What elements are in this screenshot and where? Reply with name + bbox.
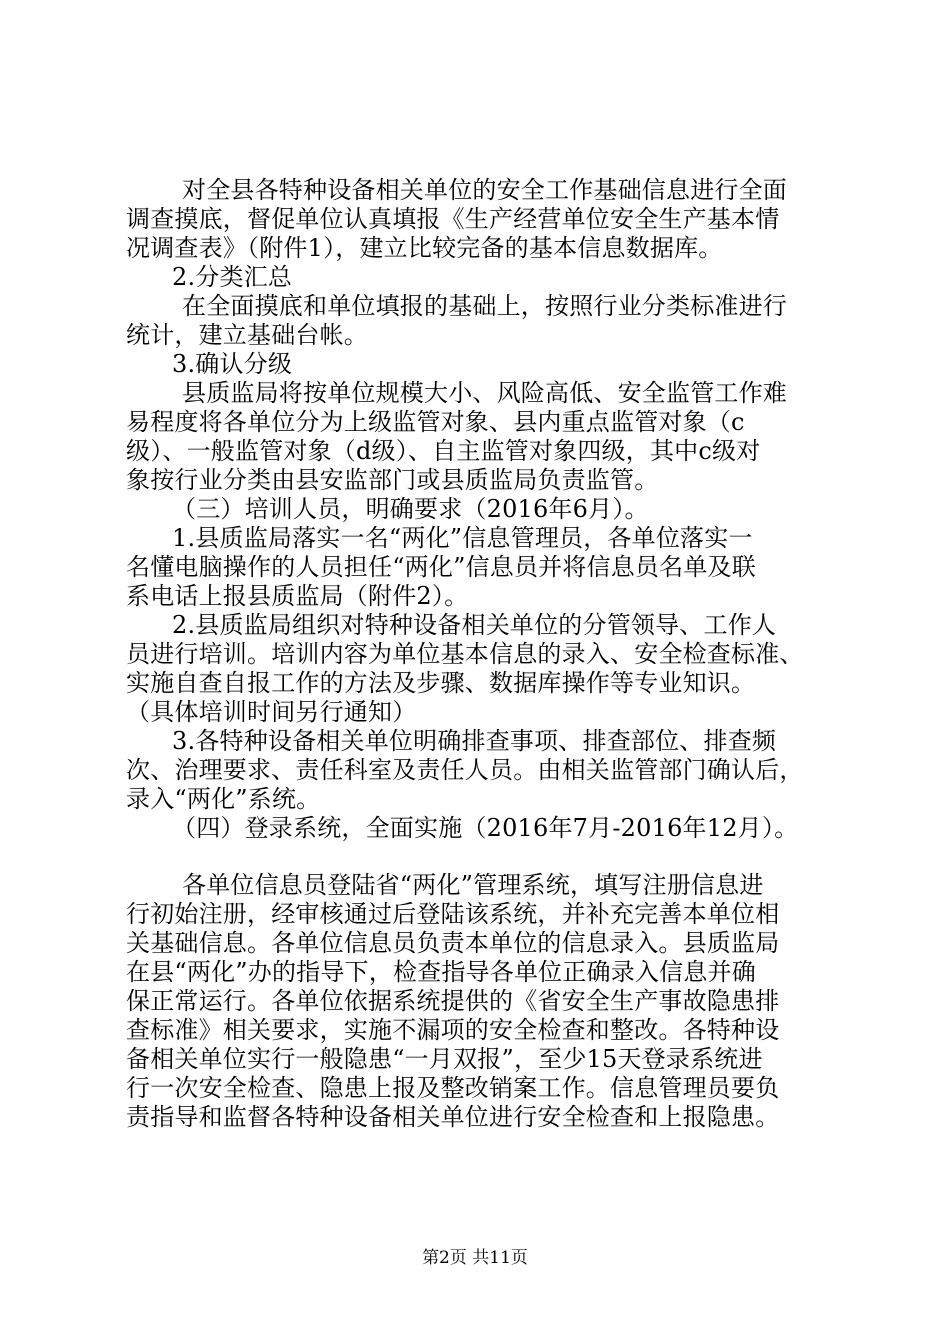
paragraph-line: 在全面摸底和单位填报的基础上，按照行业分类标准进行 (182, 292, 787, 320)
paragraph-line: 在县“两化”办的指导下，检查指导各单位正确录入信息并确 (126, 958, 756, 986)
document-body (126, 176, 826, 1132)
paragraph-line: 责指导和监督各特种设备相关单位进行安全检查和上报隐患。 (126, 1103, 780, 1131)
paragraph-line: （具体培训时间另行通知） (126, 698, 417, 726)
paragraph-line: 1.县质监局落实一名“两化”信息管理员，各单位落实一 (172, 524, 753, 552)
paragraph-line: 备相关单位实行一般隐患“一月双报”，至少15天登录系统进 (126, 1045, 763, 1073)
section-heading: 2.分类汇总 (172, 263, 293, 291)
paragraph-line: 行初始注册，经审核通过后登陆该系统，并补充完善本单位相 (126, 900, 780, 928)
paragraph-line: 次、治理要求、责任科室及责任人员。由相关监管部门确认后， (126, 756, 804, 784)
paragraph-line: 级）、一般监管对象（d级）、自主监管对象四级，其中c级对 (126, 437, 761, 465)
paragraph-line: 实施自查自报工作的方法及步骤、数据库操作等专业知识。 (126, 669, 756, 697)
blank-line (126, 843, 826, 871)
paragraph-line: 3.各特种设备相关单位明确排查事项、排查部位、排查频 (172, 727, 777, 755)
paragraph-line: 县质监局将按单位规模大小、风险高低、安全监管工作难 (182, 379, 787, 407)
paragraph-line: 系电话上报县质监局（附件2）。 (126, 582, 469, 610)
paragraph-line: 员进行培训。培训内容为单位基本信息的录入、安全检查标准、 (126, 640, 804, 668)
paragraph-line: 况调查表》（附件1），建立比较完备的基本信息数据库。 (126, 234, 723, 262)
paragraph-line: 录入“两化”系统。 (126, 785, 321, 813)
section-heading: （三）培训人员，明确要求（2016年6月）。 (172, 495, 649, 523)
paragraph-line: 查标准》相关要求，实施不漏项的安全检查和整改。各特种设 (126, 1016, 780, 1044)
section-heading: 3.确认分级 (172, 350, 293, 378)
paragraph-line: 调查摸底，督促单位认真填报《生产经营单位安全生产基本情 (126, 205, 780, 233)
paragraph-line: 对全县各特种设备相关单位的安全工作基础信息进行全面 (182, 176, 787, 204)
paragraph-line: 保正常运行。各单位依据系统提供的《省安全生产事故隐患排 (126, 987, 780, 1015)
paragraph-line: 统计，建立基础台帐。 (126, 321, 368, 349)
paragraph-line: 2.县质监局组织对特种设备相关单位的分管领导、工作人 (172, 611, 777, 639)
section-heading: （四）登录系统，全面实施（2016年7月-2016年12月）。 (172, 814, 799, 842)
page-footer: 第2页 共11页 (422, 1248, 528, 1268)
paragraph-line: 行一次安全检查、隐患上报及整改销案工作。信息管理员要负 (126, 1074, 780, 1102)
paragraph-line: 名懂电脑操作的人员担任“两化”信息员并将信息员名单及联 (126, 553, 756, 581)
paragraph-line: 关基础信息。各单位信息员负责本单位的信息录入。县质监局 (126, 929, 780, 957)
paragraph-line: 各单位信息员登陆省“两化”管理系统，填写注册信息进 (182, 871, 764, 899)
paragraph-line: 象按行业分类由县安监部门或县质监局负责监管。 (126, 466, 659, 494)
paragraph-line: 易程度将各单位分为上级监管对象、县内重点监管对象（c (126, 408, 745, 436)
